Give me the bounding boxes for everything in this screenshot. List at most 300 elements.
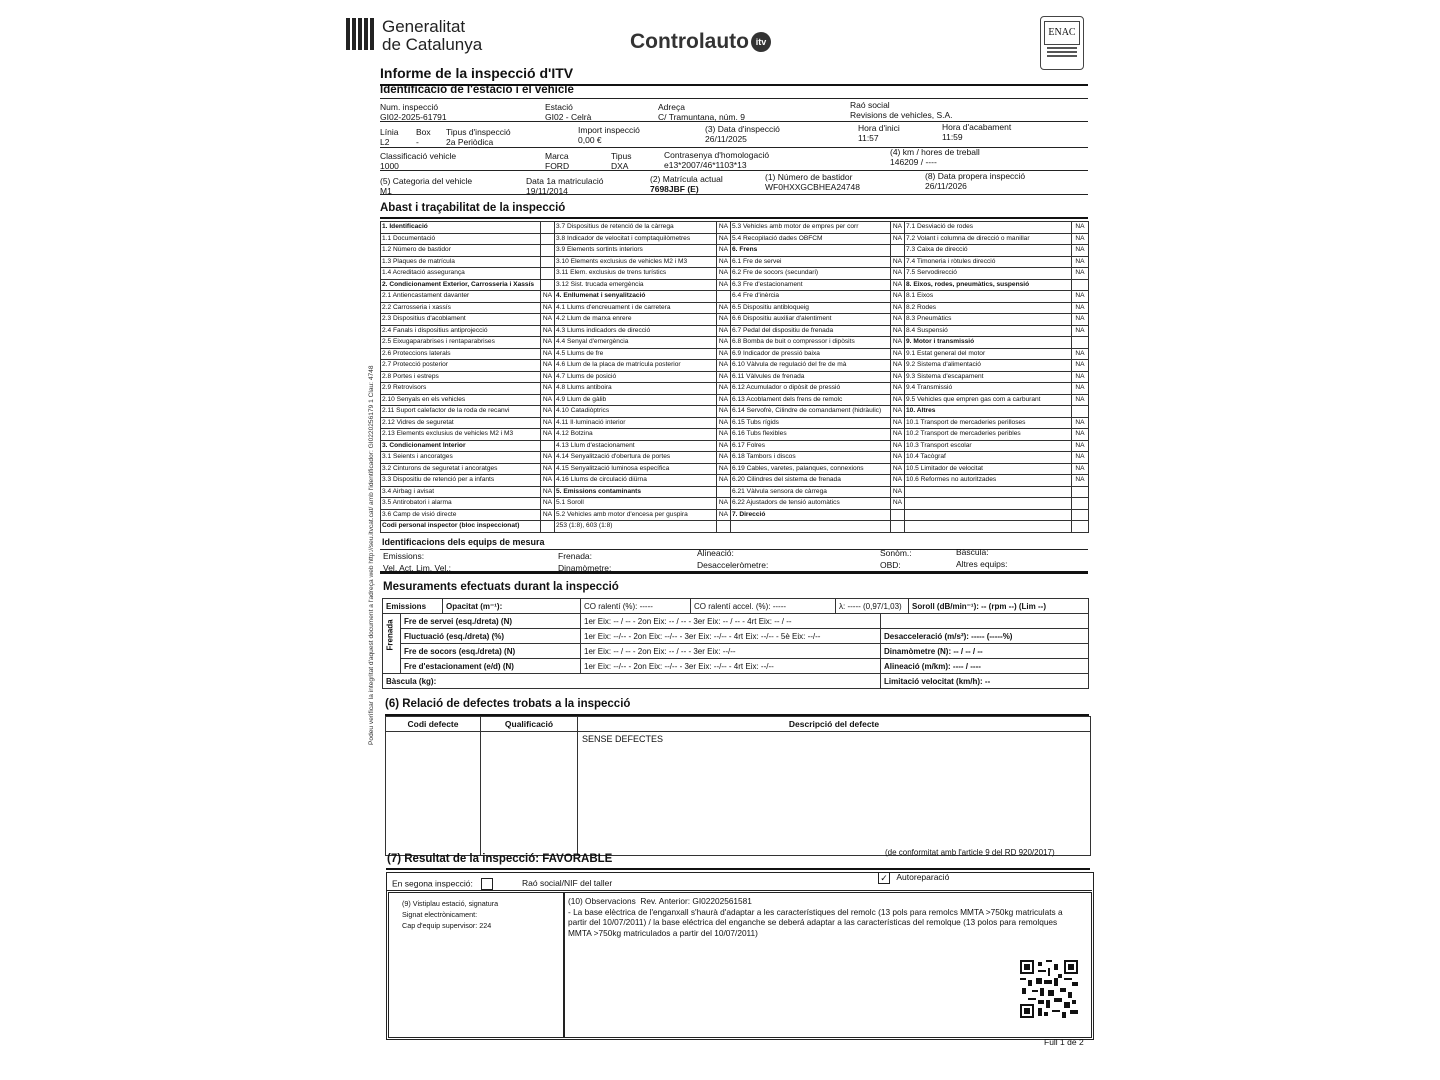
emergency-brake-label: Fre de socors (esq./dreta) (N) — [401, 644, 581, 659]
workshop-label: Raó social/NIF del taller — [522, 878, 613, 888]
scope-status-cell: NA — [891, 406, 905, 418]
scope-item-label: 6.1 Fre de servei — [731, 256, 891, 268]
scope-item-label: 10.4 Tacògraf — [905, 452, 1072, 464]
government-name — [382, 18, 482, 54]
ident-field-label: Estació — [545, 102, 573, 112]
scope-item-label — [905, 509, 1072, 521]
generalitat-logo — [345, 16, 375, 52]
scope-status-cell: NA — [541, 486, 555, 498]
scope-item-label — [731, 521, 891, 533]
noise-value: Soroll (dB/min⁻¹): -- (rpm --) (Lim --) — [909, 599, 1089, 614]
scope-status-cell: NA — [891, 279, 905, 291]
scope-status-cell — [891, 245, 905, 257]
scope-item-label: 2.6 Proteccions laterals — [381, 348, 541, 360]
signature-text: (9) Vistiplau estació, signatura Signat electrònicament: Cap d'equip supervisor: 224 — [402, 899, 499, 930]
ident-field-label: (1) Número de bastidor — [765, 172, 853, 182]
scope-status-cell: NA — [891, 486, 905, 498]
scope-status-cell: NA — [1072, 417, 1089, 429]
scope-item-label: 9.2 Sistema d'alimentació — [905, 360, 1072, 372]
scope-status-cell: NA — [1072, 302, 1089, 314]
scope-status-cell: NA — [541, 383, 555, 395]
observation-note: - La base elèctrica de l'enganxall s'haurà d'adaptar a les característiques del remolc (13 pols para remolcs MMTA >750kg matriculats a partir del 10/07/2011) / la base eléctrica del enganche se deberá adaptar a las características del remolque (13 polos para remolques MMTA >750kg matriculados a partir del 10/07/2011) — [568, 906, 1063, 938]
scope-status-cell: NA — [541, 452, 555, 464]
scope-item-label: 2.2 Carrosseria i xassís — [381, 302, 541, 314]
scope-item-label: 4.9 Llum de gàlib — [555, 394, 717, 406]
ident-field-label: Data 1a matriculació — [526, 176, 604, 186]
ident-field — [765, 172, 860, 192]
scope-status-cell: NA — [541, 325, 555, 337]
scope-item-label: 1.4 Acreditació assegurança — [381, 268, 541, 280]
scope-item-label: 6.13 Acoblament dels frens de remolc — [731, 394, 891, 406]
service-brake-value: 1er Eix: -- / -- - 2on Eix: -- / -- - 3er Eix: -- / -- - 4rt Eix: -- / -- — [581, 614, 881, 629]
scope-row — [381, 314, 1089, 326]
qr-code-icon — [1020, 960, 1078, 1018]
scope-item-label: 6.8 Bomba de buit o compressor i dipòsits — [731, 337, 891, 349]
scope-status-cell: NA — [717, 452, 731, 464]
scope-status-cell: NA — [1072, 452, 1089, 464]
scope-item-label — [905, 486, 1072, 498]
scope-status-cell: NA — [717, 256, 731, 268]
scope-status-cell — [1072, 509, 1089, 521]
scope-item-label: 3.3 Dispositiu de retenció per a infants — [381, 475, 541, 487]
scope-status-cell: NA — [541, 360, 555, 372]
ident-field-value: DXA — [611, 161, 629, 171]
scope-item-label: 3.8 Indicador de velocitat i comptaquilòmetres — [555, 233, 717, 245]
scope-status-cell: NA — [717, 394, 731, 406]
scope-status-cell: NA — [891, 314, 905, 326]
ident-field-label: Classificació vehicle — [380, 151, 457, 161]
scope-status-cell: NA — [541, 417, 555, 429]
observations-text — [568, 896, 1080, 938]
scope-item-label: 4.7 Llums de posició — [555, 371, 717, 383]
equipment-item: OBD: — [880, 560, 901, 570]
equipment-item: Desacceleròmetre: — [697, 560, 769, 570]
scope-item-label: 4.11 Il·luminació interior — [555, 417, 717, 429]
scope-item-label: 5.1 Soroll — [555, 498, 717, 510]
scope-row — [381, 440, 1089, 452]
scope-status-cell — [1072, 521, 1089, 533]
scope-status-cell: NA — [891, 417, 905, 429]
scope-checklist-table — [380, 221, 1089, 533]
scope-status-cell: NA — [717, 440, 731, 452]
ident-field-value: 11:57 — [858, 133, 879, 143]
ident-field-label: Num. inspecció — [380, 102, 439, 112]
scope-item-label: 7.1 Desviació de rodes — [905, 222, 1072, 234]
scope-item-label: 7.3 Caixa de direcció — [905, 245, 1072, 257]
scope-row — [381, 394, 1089, 406]
equipment-item: Altres equips: — [956, 559, 1008, 569]
scope-heading: Abast i traçabilitat de la inspecció — [380, 202, 566, 214]
scope-item-label: 5. Emissions contaminants — [555, 486, 717, 498]
scope-status-cell — [1072, 498, 1089, 510]
equipment-item: Sonòm.: — [880, 548, 912, 558]
scope-item-label: 3.11 Elem. exclusius de trens turístics — [555, 268, 717, 280]
scope-status-cell — [541, 222, 555, 234]
inspection-report-page — [340, 10, 1100, 1065]
scope-status-cell: NA — [717, 302, 731, 314]
scope-row — [381, 486, 1089, 498]
ident-field-value: - — [416, 137, 419, 147]
scope-item-label: 2.3 Dispositius d'acoblament — [381, 314, 541, 326]
ident-field-value: 146209 / ---- — [890, 157, 937, 167]
ident-field-label: Box — [416, 127, 431, 137]
scope-item-label: 2.5 Eixugaparabrises i rentaparabrises — [381, 337, 541, 349]
opacity-value: Opacitat (m⁻¹): — [443, 599, 581, 614]
report-title: Informe de la inspecció d'ITV — [380, 65, 574, 81]
ident-field-value: WF0HXXGCBHEA24748 — [765, 182, 860, 192]
scale-label: Bàscula (kg): — [383, 674, 881, 689]
scope-status-cell: NA — [891, 222, 905, 234]
scope-status-cell: NA — [541, 371, 555, 383]
scope-status-cell: NA — [717, 325, 731, 337]
ident-field-label: Marca — [545, 151, 569, 161]
parking-brake-label: Fre d'estacionament (e/d) (N) — [401, 659, 581, 674]
scope-item-label: 3.7 Dispositius de retenció de la càrrega — [555, 222, 717, 234]
scope-item-label: 9.3 Sistema d'escapament — [905, 371, 1072, 383]
ident-field-value: 26/11/2025 — [705, 134, 747, 144]
scope-row — [381, 521, 1089, 533]
scope-item-label: Codi personal inspector (bloc inspeccionat) — [381, 521, 541, 533]
ident-field-label: Adreça — [658, 102, 685, 112]
scope-item-label: 4.2 Llum de marxa enrere — [555, 314, 717, 326]
gov-name-line2: de Catalunya — [382, 35, 483, 54]
scope-status-cell — [891, 521, 905, 533]
scope-status-cell: NA — [1072, 429, 1089, 441]
scope-item-label: 6.16 Tubs flexibles — [731, 429, 891, 441]
scope-status-cell — [1072, 337, 1089, 349]
scope-item-label: 1.1 Documentació — [381, 233, 541, 245]
scope-status-cell: NA — [1072, 233, 1089, 245]
fluctuation-value: 1er Eix: --/-- - 2on Eix: --/-- - 3er Eix: --/-- - 4rt Eix: --/-- - 5è Eix: --/-- — [581, 629, 881, 644]
scope-row — [381, 233, 1089, 245]
scope-item-label: 3.2 Cinturons de seguretat i ancoratges — [381, 463, 541, 475]
lambda-value: λ: ----- (0,97/1,03) — [836, 599, 909, 614]
scope-row — [381, 452, 1089, 464]
scope-status-cell: NA — [717, 314, 731, 326]
scope-status-cell: NA — [717, 498, 731, 510]
ident-field-value: M1 — [380, 186, 392, 196]
scope-status-cell: NA — [717, 429, 731, 441]
ident-field — [380, 151, 456, 171]
scope-status-cell: NA — [717, 463, 731, 475]
scope-item-label: 2.13 Elements exclusius de vehicles M2 i M3 — [381, 429, 541, 441]
scope-status-cell: NA — [1072, 463, 1089, 475]
scope-status-cell: NA — [541, 429, 555, 441]
measurements-table — [382, 598, 1089, 689]
scope-item-label: 4.13 Llum d'estacionament — [555, 440, 717, 452]
scope-item-label: 6.21 Vàlvula sensora de càrrega — [731, 486, 891, 498]
scope-item-label: 2.7 Protecció posterior — [381, 360, 541, 372]
scope-item-label: 7.4 Timoneria i ròtules direcció — [905, 256, 1072, 268]
second-inspection-label: En segona inspecció: — [392, 878, 493, 890]
ident-field-value: L2 — [380, 137, 390, 147]
scope-item-label: 6. Frens — [731, 245, 891, 257]
ident-field-label: (2) Matrícula actual — [650, 174, 723, 184]
scope-item-label: 3. Condicionament Interior — [381, 440, 541, 452]
ident-field-value: e13*2007/46*1103*13 — [664, 160, 747, 170]
enac-badge — [1040, 16, 1084, 70]
scope-status-cell — [541, 521, 555, 533]
gov-name-line1: Generalitat — [382, 17, 466, 36]
scope-status-cell: NA — [541, 394, 555, 406]
scope-status-cell: NA — [1072, 394, 1089, 406]
scope-item-label: 10.6 Reformes no autoritzades — [905, 475, 1072, 487]
scope-status-cell: NA — [1072, 475, 1089, 487]
scope-item-label — [905, 498, 1072, 510]
ident-field — [545, 151, 569, 171]
qualification-header: Qualificació — [481, 717, 578, 732]
scope-row — [381, 406, 1089, 418]
scope-status-cell: NA — [717, 383, 731, 395]
scope-item-label: 4.12 Botzina — [555, 429, 717, 441]
result-heading: (7) Resultat de la inspecció: FAVORABLE — [387, 853, 613, 865]
scope-status-cell: NA — [1072, 314, 1089, 326]
ident-field-value: FORD — [545, 161, 570, 171]
scope-status-cell: NA — [1072, 291, 1089, 303]
ident-field-label: Raó social — [850, 100, 890, 110]
scope-item-label: 6.22 Ajustadors de tensió automàtics — [731, 498, 891, 510]
scope-status-cell — [1072, 406, 1089, 418]
scope-item-label: 6.5 Dispositiu antibloqueig — [731, 302, 891, 314]
scope-status-cell: NA — [717, 475, 731, 487]
ident-field-label: (5) Categoria del vehicle — [380, 176, 473, 186]
scope-status-cell: NA — [891, 429, 905, 441]
ident-field-value: 11:59 — [942, 132, 963, 142]
scope-status-cell: NA — [891, 452, 905, 464]
scope-item-label: 6.6 Dispositiu auxiliar d'alentiment — [731, 314, 891, 326]
scope-status-cell — [541, 256, 555, 268]
ident-field — [526, 176, 603, 196]
scope-status-cell: NA — [891, 463, 905, 475]
self-repair-checkbox[interactable]: ✓ — [878, 872, 890, 884]
ident-field-label: Tipus d'inspecció — [446, 127, 511, 137]
ident-field — [380, 176, 472, 196]
scope-row — [381, 509, 1089, 521]
scope-item-label: 9.1 Estat general del motor — [905, 348, 1072, 360]
scope-item-label: 3.1 Seients i ancoratges — [381, 452, 541, 464]
scope-status-cell: NA — [541, 509, 555, 521]
scope-status-cell — [541, 245, 555, 257]
scope-item-label: 6.3 Fre d'estacionament — [731, 279, 891, 291]
scope-status-cell: NA — [541, 314, 555, 326]
enac-seal-icon: ENAC — [1044, 21, 1080, 45]
scope-item-label: 253 (1:8), 603 (1:8) — [555, 521, 717, 533]
emergency-brake-value: 1er Eix: -- / -- - 2on Eix: -- / -- - 3er Eix: --/-- — [581, 644, 881, 659]
scope-item-label: 4.4 Senyal d'emergència — [555, 337, 717, 349]
ident-field-label: (3) Data d'inspecció — [705, 124, 780, 134]
equipment-heading: Identificacions dels equips de mesura — [382, 537, 545, 547]
defects-table — [385, 716, 1091, 856]
scope-status-cell: NA — [1072, 371, 1089, 383]
ident-field-value: GI02 - Celrà — [545, 112, 592, 122]
scope-status-cell: NA — [717, 348, 731, 360]
scope-item-label: 3.5 Antirobatori i alarma — [381, 498, 541, 510]
scope-status-cell: NA — [1072, 383, 1089, 395]
scope-status-cell: NA — [717, 417, 731, 429]
ident-field-value: Revisions de vehicles, S.A. — [850, 110, 953, 120]
scope-status-cell: NA — [717, 337, 731, 349]
scope-status-cell: NA — [891, 475, 905, 487]
defects-heading: (6) Relació de defectes trobats a la inspecció — [385, 698, 631, 710]
scope-status-cell — [541, 268, 555, 280]
ident-field-label: (8) Data propera inspecció — [925, 171, 1026, 181]
measurements-heading: Mesuraments efectuats durant la inspecció — [383, 581, 619, 593]
scope-item-label: 6.4 Fre d'inèrcia — [731, 291, 891, 303]
ident-field — [545, 102, 591, 122]
scope-item-label: 2. Condicionament Exterior, Carrosseria i Xassís — [381, 279, 541, 291]
scope-status-cell: NA — [717, 509, 731, 521]
scope-item-label: 9.5 Vehicles que empren gas com a carburant — [905, 394, 1072, 406]
scope-status-cell: NA — [891, 256, 905, 268]
scope-item-label: 10.5 Limitador de velocitat — [905, 463, 1072, 475]
ident-field-label: Tipus — [611, 151, 632, 161]
scope-item-label: 5.2 Vehicles amb motor d'encesa per guspira — [555, 509, 717, 521]
defect-description-cell: SENSE DEFECTES — [578, 732, 1091, 856]
scope-status-cell: NA — [891, 291, 905, 303]
identification-heading: Identificació de l'estació i el vehicle — [380, 84, 574, 96]
equipment-item: Emissions: — [383, 551, 425, 561]
scope-status-cell: NA — [717, 371, 731, 383]
scope-status-cell — [1072, 279, 1089, 291]
scope-status-cell: NA — [541, 475, 555, 487]
ident-field-value: GI02-2025-61791 — [380, 112, 447, 122]
scope-status-cell: NA — [1072, 222, 1089, 234]
scope-item-label: 10. Altres — [905, 406, 1072, 418]
scope-status-cell: NA — [541, 406, 555, 418]
ident-field-value: 26/11/2026 — [925, 181, 967, 191]
ident-field-value: 2a Periòdica — [446, 137, 494, 147]
scope-item-label: 2.4 Fanals i dispositius antiprojecció — [381, 325, 541, 337]
scope-status-cell: NA — [717, 279, 731, 291]
ident-field-value: 7698JBF (E) — [650, 184, 699, 194]
ident-field-label: Import inspecció — [578, 125, 640, 135]
controlauto-logo — [630, 30, 771, 54]
ident-field — [705, 124, 780, 144]
scope-row — [381, 463, 1089, 475]
braking-label: Frenada — [383, 614, 401, 674]
ident-field — [858, 123, 900, 143]
service-brake-label: Fre de servei (esq./dreta) (N) — [401, 614, 581, 629]
scope-row — [381, 256, 1089, 268]
ident-field — [380, 102, 447, 122]
defect-code-header: Codi defecte — [386, 717, 481, 732]
scope-item-label: 4.14 Senyalització d'obertura de portes — [555, 452, 717, 464]
scope-row — [381, 417, 1089, 429]
scope-row — [381, 302, 1089, 314]
scope-item-label: 4.5 Llums de fre — [555, 348, 717, 360]
scope-item-label: 10.2 Transport de mercaderies peribles — [905, 429, 1072, 441]
scope-item-label: 2.10 Senyals en els vehicles — [381, 394, 541, 406]
scope-row — [381, 222, 1089, 234]
ident-field — [850, 100, 953, 120]
scope-status-cell — [541, 233, 555, 245]
second-inspection-checkbox[interactable] — [481, 878, 493, 890]
ident-field-label: (4) km / hores de treball — [890, 147, 980, 157]
self-repair-label: ✓ Autoreparació — [878, 872, 949, 884]
ident-field — [658, 102, 745, 122]
scope-item-label: 4.15 Senyalització luminosa específica — [555, 463, 717, 475]
equipment-item: Frenada: — [558, 551, 593, 561]
ident-field-value: 1000 — [380, 161, 399, 171]
scope-item-label: 3.10 Elements exclusius de vehicles M2 i M3 — [555, 256, 717, 268]
co-accel-value: CO ralentí accel. (%): ----- — [691, 599, 836, 614]
scope-status-cell: NA — [891, 268, 905, 280]
ident-field — [416, 127, 431, 147]
scope-item-label: 1.2 Número de bastidor — [381, 245, 541, 257]
scope-row — [381, 268, 1089, 280]
scope-item-label: 1. Identificació — [381, 222, 541, 234]
scope-item-label: 6.18 Tambors i discos — [731, 452, 891, 464]
scope-item-label: 3.6 Camp de visió directe — [381, 509, 541, 521]
scope-item-label: 7.5 Servodirecció — [905, 268, 1072, 280]
ident-field — [890, 147, 980, 167]
scope-status-cell — [891, 509, 905, 521]
alignment-value: Alineació (m/km): ---- / ---- — [881, 659, 1089, 674]
scope-item-label: 6.11 Vàlvules de frenada — [731, 371, 891, 383]
scope-row — [381, 371, 1089, 383]
scope-status-cell: NA — [891, 383, 905, 395]
ident-field-label: Contrasenya d'homologació — [664, 150, 770, 160]
scope-item-label: 6.10 Vàlvula de regulació del fre de mà — [731, 360, 891, 372]
ident-field-value: C/ Tramuntana, núm. 9 — [658, 112, 745, 122]
scope-status-cell: NA — [891, 325, 905, 337]
scope-status-cell: NA — [1072, 245, 1089, 257]
scope-status-cell: NA — [891, 233, 905, 245]
equipment-item: Alineació: — [697, 548, 734, 558]
scope-item-label: 5.4 Recopilació dades OBFCM — [731, 233, 891, 245]
scope-status-cell — [717, 521, 731, 533]
scope-item-label: 4.6 Llum de la placa de matrícula posterior — [555, 360, 717, 372]
scope-status-cell: NA — [1072, 325, 1089, 337]
scope-status-cell: NA — [1072, 348, 1089, 360]
ident-field-label: Hora d'acabament — [942, 122, 1012, 132]
deceleration-value: Desacceleració (m/s²): ----- (-----%) — [881, 629, 1089, 644]
scope-status-cell: NA — [891, 498, 905, 510]
observations-label: (10) Observacions — [568, 896, 636, 906]
scope-status-cell: NA — [541, 291, 555, 303]
scope-status-cell: NA — [541, 302, 555, 314]
equipment-item: Dinamòmetre: — [558, 563, 612, 573]
scope-item-label: 1.3 Plaques de matrícula — [381, 256, 541, 268]
fluctuation-label: Fluctuació (esq./dreta) (%) — [401, 629, 581, 644]
dynamometer-value: Dinamòmetre (N): -- / -- / -- — [881, 644, 1089, 659]
scope-item-label: 8.3 Pneumàtics — [905, 314, 1072, 326]
scope-row — [381, 348, 1089, 360]
qualification-cell — [481, 732, 578, 856]
scope-item-label: 6.2 Fre de socors (secundari) — [731, 268, 891, 280]
ident-field — [611, 151, 631, 171]
scope-item-label: 6.9 Indicador de pressió baixa — [731, 348, 891, 360]
scope-item-label: 8.2 Rodes — [905, 302, 1072, 314]
scope-status-cell — [541, 279, 555, 291]
scope-status-cell — [1072, 486, 1089, 498]
scope-row — [381, 291, 1089, 303]
previous-inspection: Rev. Anterior: GI02202561581 — [640, 896, 752, 906]
scope-item-label: 2.12 Vidres de seguretat — [381, 417, 541, 429]
scope-status-cell: NA — [1072, 268, 1089, 280]
scope-item-label: 4.10 Catadiòptrics — [555, 406, 717, 418]
scope-status-cell: NA — [1072, 256, 1089, 268]
scope-status-cell: NA — [1072, 360, 1089, 372]
scope-item-label: 6.12 Acumulador o dipòsit de pressió — [731, 383, 891, 395]
ident-field-label: Hora d'inici — [858, 123, 900, 133]
scope-item-label: 4.8 Llums antiboira — [555, 383, 717, 395]
scope-status-cell: NA — [541, 463, 555, 475]
scope-status-cell: NA — [891, 348, 905, 360]
scope-item-label: 4.3 Llums indicadors de direcció — [555, 325, 717, 337]
ident-field — [650, 174, 723, 194]
scope-item-label: 8. Eixos, rodes, pneumàtics, suspensió — [905, 279, 1072, 291]
